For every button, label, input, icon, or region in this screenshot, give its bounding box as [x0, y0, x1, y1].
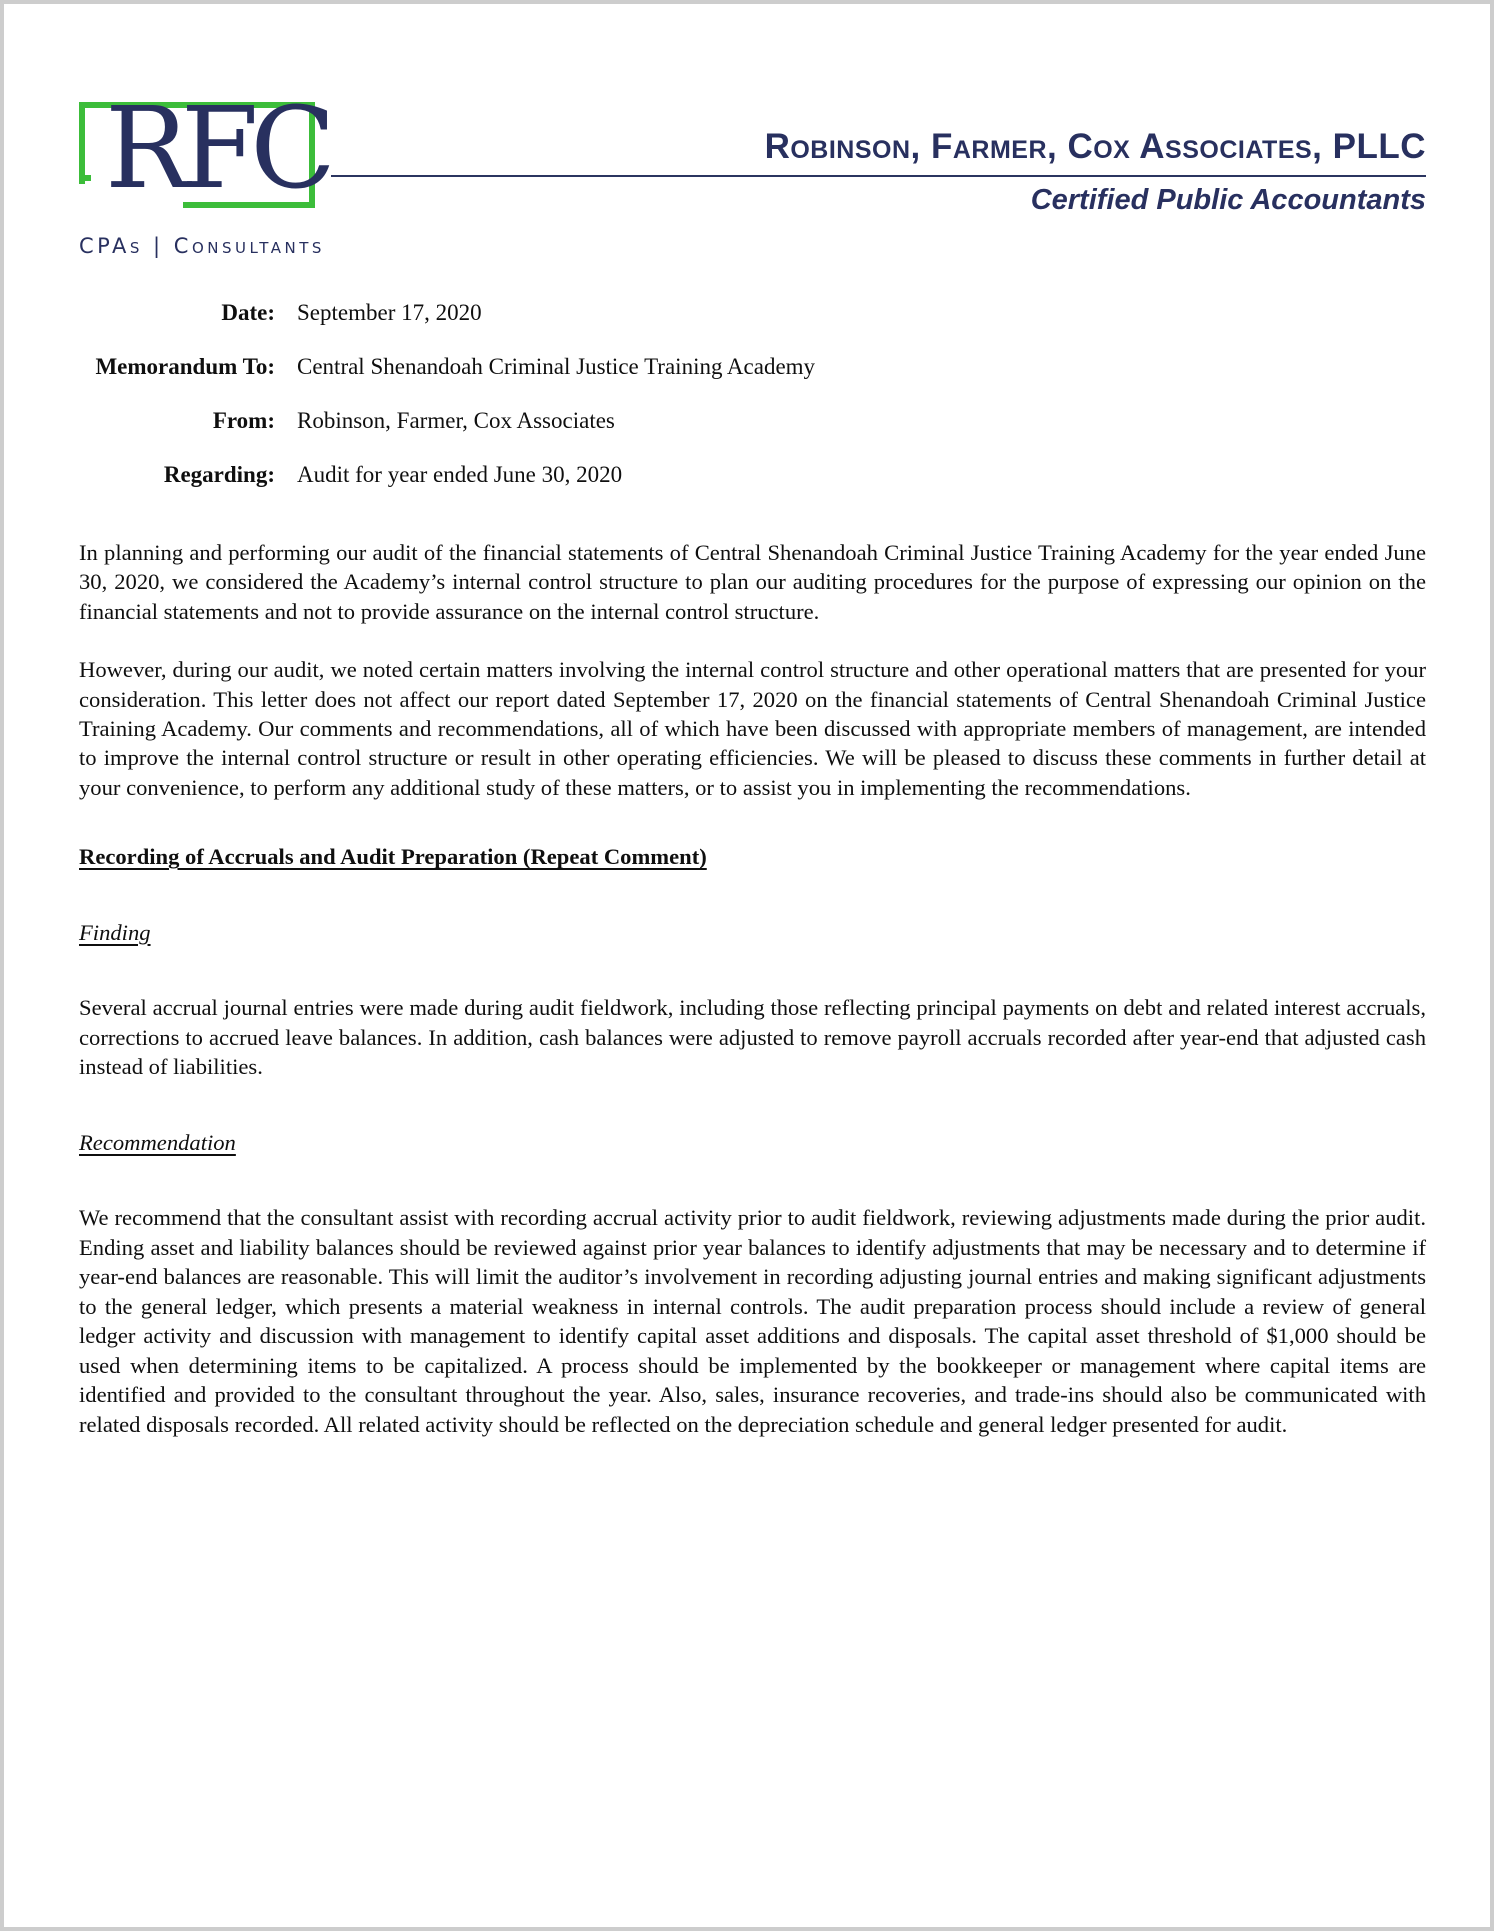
- intro-paragraph-1: In planning and performing our audit of the financial statements of Central Shenandoah Criminal Justice Training Academy for the year ended June 30, 2020, we considered the Academy’s internal control structure to plan our auditing procedures for the purpose of expressing our opinion on the financial statements and not to provide assurance on the internal control structure.: [79, 539, 1426, 624]
- memo-label: Memorandum To:: [95, 353, 275, 379]
- recommendation-paragraph: We recommend that the consultant assist with recording accrual activity prior to audit fieldwork, reviewing adjustments made during the prior audit. Ending asset and liability balances should be reviewed against prior year balances to identify adjustments that may be necessary and to determine if year-end balances are reasonable. This will limit the auditor’s involvement in recording adjusting journal entries and making significant adjustments to the general ledger, which presents a material weakness in internal controls. The audit preparation process should include a review of general ledger activity and discussion with management to identify capital asset additions and disposals. The capital asset threshold of $1,000 should be used when determining items to be capitalized. A process should be implemented by the bookkeeper or management where capital items are identified and provided to the consultant throughout the year. Also, sales, insurance recoveries, and trade-ins should also be communicated with related disposals recorded. All related activity should be reflected on the depreciation schedule and general ledger presented for audit.: [79, 1205, 1426, 1437]
- rfc-logo: [79, 84, 331, 258]
- memo-label: From:: [212, 407, 275, 433]
- memo-row-regarding: [79, 460, 1426, 490]
- memo-value: Central Shenandoah Criminal Justice Training Academy: [297, 353, 816, 379]
- memo-row-date: [79, 298, 1426, 328]
- logo-box: [79, 84, 328, 214]
- firm-subtitle: Certified Public Accountants: [1030, 183, 1426, 216]
- memo-row-from: [79, 406, 1426, 436]
- memo-fields: [79, 298, 1426, 490]
- logo-tagline: CPAs | Consultants: [79, 234, 325, 258]
- memo-value: September 17, 2020: [297, 300, 482, 325]
- memo-label: Date:: [221, 300, 275, 325]
- finding-paragraph: Several accrual journal entries were made during audit fieldwork, including those reflecting principal payments on debt and related interest accruals, corrections to accrued leave balances. In addition, cash balances were adjusted to remove payroll accruals recorded after year-end that adjusted cash instead of liabilities.: [79, 995, 1426, 1080]
- memo-value: Audit for year ended June 30, 2020: [297, 461, 623, 487]
- header-rule: [331, 175, 1426, 177]
- memo-label: Regarding:: [163, 461, 275, 487]
- recommendation-heading: Recommendation: [79, 1129, 236, 1155]
- letterhead: [79, 84, 1426, 258]
- logo-acronym: RFC: [105, 84, 328, 214]
- memo-value: Robinson, Farmer, Cox Associates: [297, 407, 615, 433]
- finding-heading: Finding: [79, 919, 151, 945]
- memo-row-to: [79, 352, 1426, 382]
- firm-header: [331, 102, 1426, 217]
- firm-name: Robinson, Farmer, Cox Associates, PLLC: [764, 127, 1426, 166]
- section-heading: Recording of Accruals and Audit Preparation (Repeat Comment): [79, 844, 707, 870]
- letter-body: [79, 538, 1426, 1440]
- intro-paragraph-2: However, during our audit, we noted certain matters involving the internal control structure and other operational matters that are presented for your consideration. This letter does not affect our report dated September 17, 2020 on the financial statements of Central Shenandoah Criminal Justice Training Academy. Our comments and recommendations, all of which have been discussed with appropriate members of management, are intended to improve the internal control structure or result in other operating efficiencies. We will be pleased to discuss these comments in further detail at your convenience, to perform any additional study of these matters, or to assist you in implementing the recommendations.: [79, 657, 1426, 800]
